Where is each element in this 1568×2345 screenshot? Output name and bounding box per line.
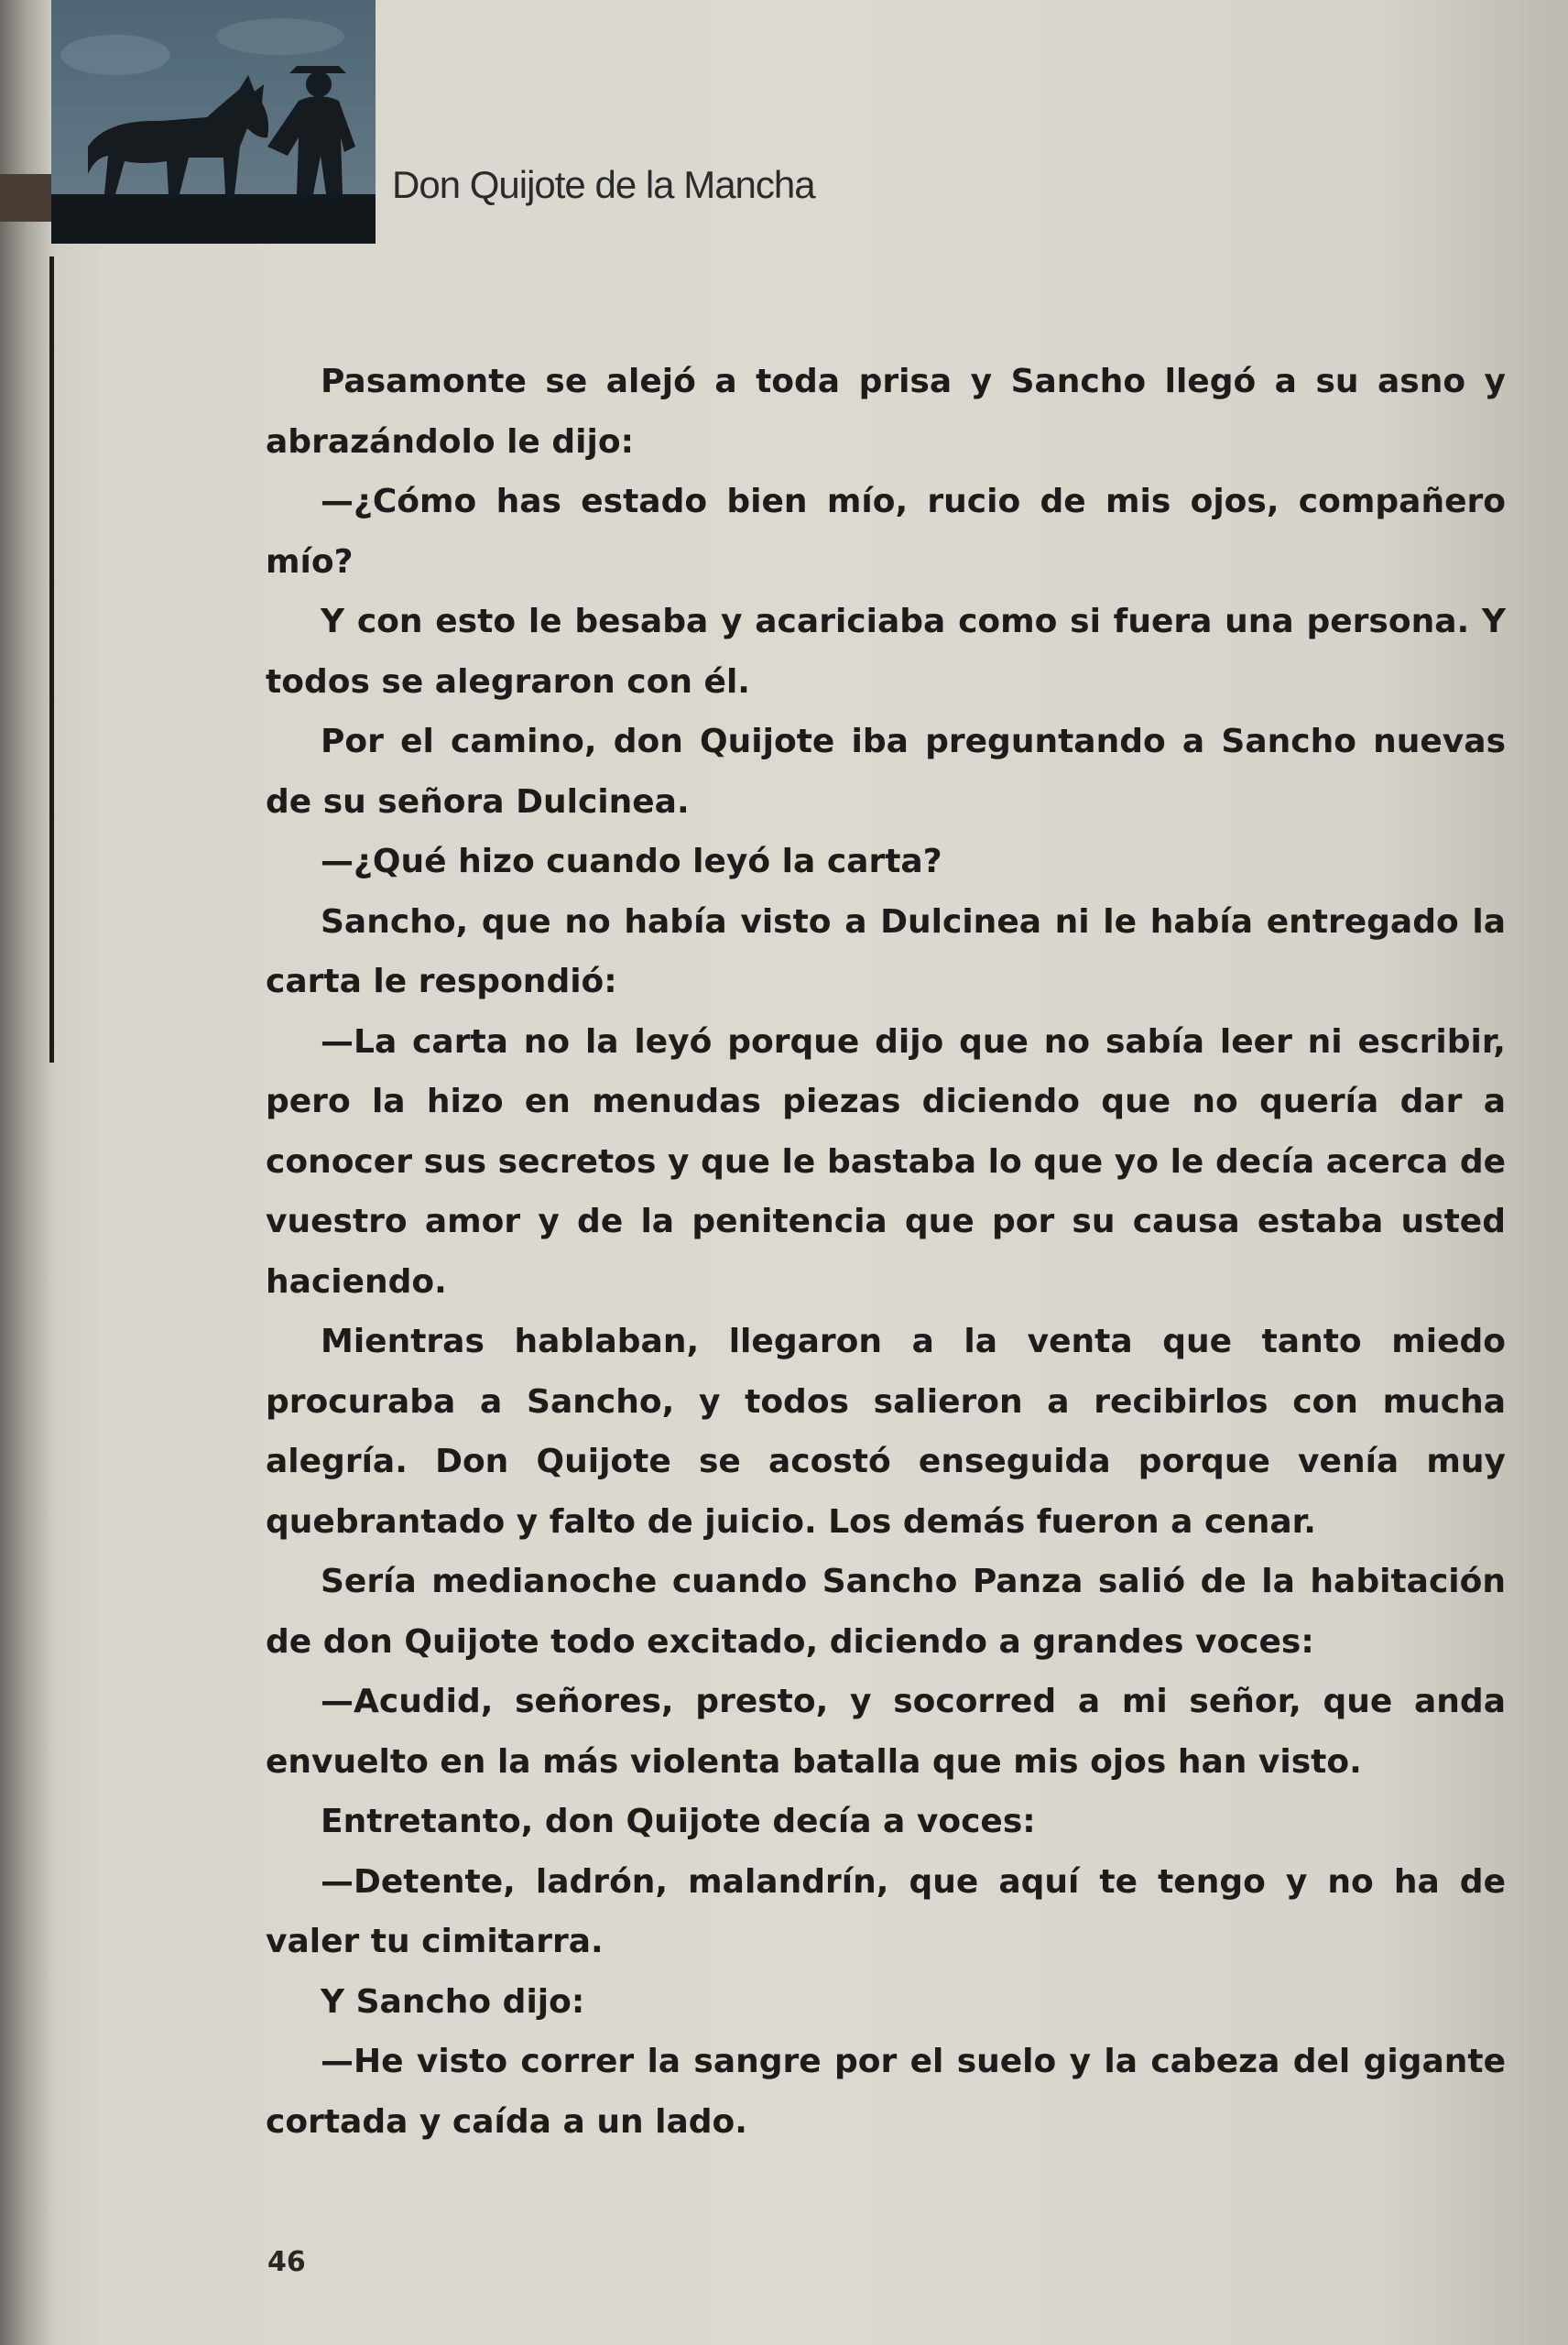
paragraph: Y Sancho dijo:	[321, 1982, 585, 2021]
paragraph: Por el camino, don Quijote iba preguntando a Sancho nuevas de su señora Dulcinea.	[266, 723, 1506, 821]
binding-shadow	[0, 0, 55, 2345]
running-title: Don Quijote de la Mancha	[392, 163, 815, 206]
paragraph: Sería medianoche cuando Sancho Panza salió de la habitación de don Quijote todo excitado, diciendo a grandes voces:	[266, 1563, 1506, 1661]
paragraph: —Acudid, señores, presto, y socorred a mi señor, que anda envuelto en la más violenta batalla que mis ojos han visto.	[266, 1683, 1506, 1781]
body-text	[266, 352, 1506, 2152]
paragraph: Mientras hablaban, llegaron a la venta que tanto miedo procuraba a Sancho, y todos salieron a recibirlos con mucha alegría. Don Quijote se acostó enseguida porque venía muy quebrantado y falto de juicio. Los demás fueron a cenar.	[266, 1323, 1506, 1541]
paragraph: Entretanto, don Quijote decía a voces:	[321, 1803, 1036, 1840]
margin-rule	[49, 256, 54, 1063]
paragraph: —¿Qué hizo cuando leyó la carta?	[321, 843, 942, 880]
header-tab	[0, 174, 51, 222]
page-number: 46	[267, 2246, 306, 2278]
paragraph: —¿Cómo has estado bien mío, rucio de mis ojos, compañero mío?	[266, 483, 1506, 581]
header-illustration	[51, 0, 376, 244]
paragraph: —La carta no la leyó porque dijo que no sabía leer ni escribir, pero la hizo en menudas piezas diciendo que no quería dar a conocer sus secretos y que le bastaba lo que yo le decía acerca de vuestro amor y de la penitencia que por su causa estaba usted haciendo.	[266, 1022, 1506, 1301]
paragraph: —He visto correr la sangre por el suelo y la cabeza del gigante cortada y caída a un lado.	[266, 2043, 1506, 2141]
paragraph: Pasamonte se alejó a toda prisa y Sancho llegó a su asno y abrazándolo le dijo:	[266, 363, 1506, 461]
paragraph: Sancho, que no había visto a Dulcinea ni le había entregado la carta le respondió:	[266, 902, 1506, 1000]
paragraph: —Detente, ladrón, malandrín, que aquí te tengo y no ha de valer tu cimitarra.	[266, 1862, 1506, 1960]
donkey-and-rider-silhouette-icon	[51, 0, 376, 244]
paragraph: Y con esto le besaba y acariciaba como si fuera una persona. Y todos se alegraron con él.	[266, 603, 1506, 701]
